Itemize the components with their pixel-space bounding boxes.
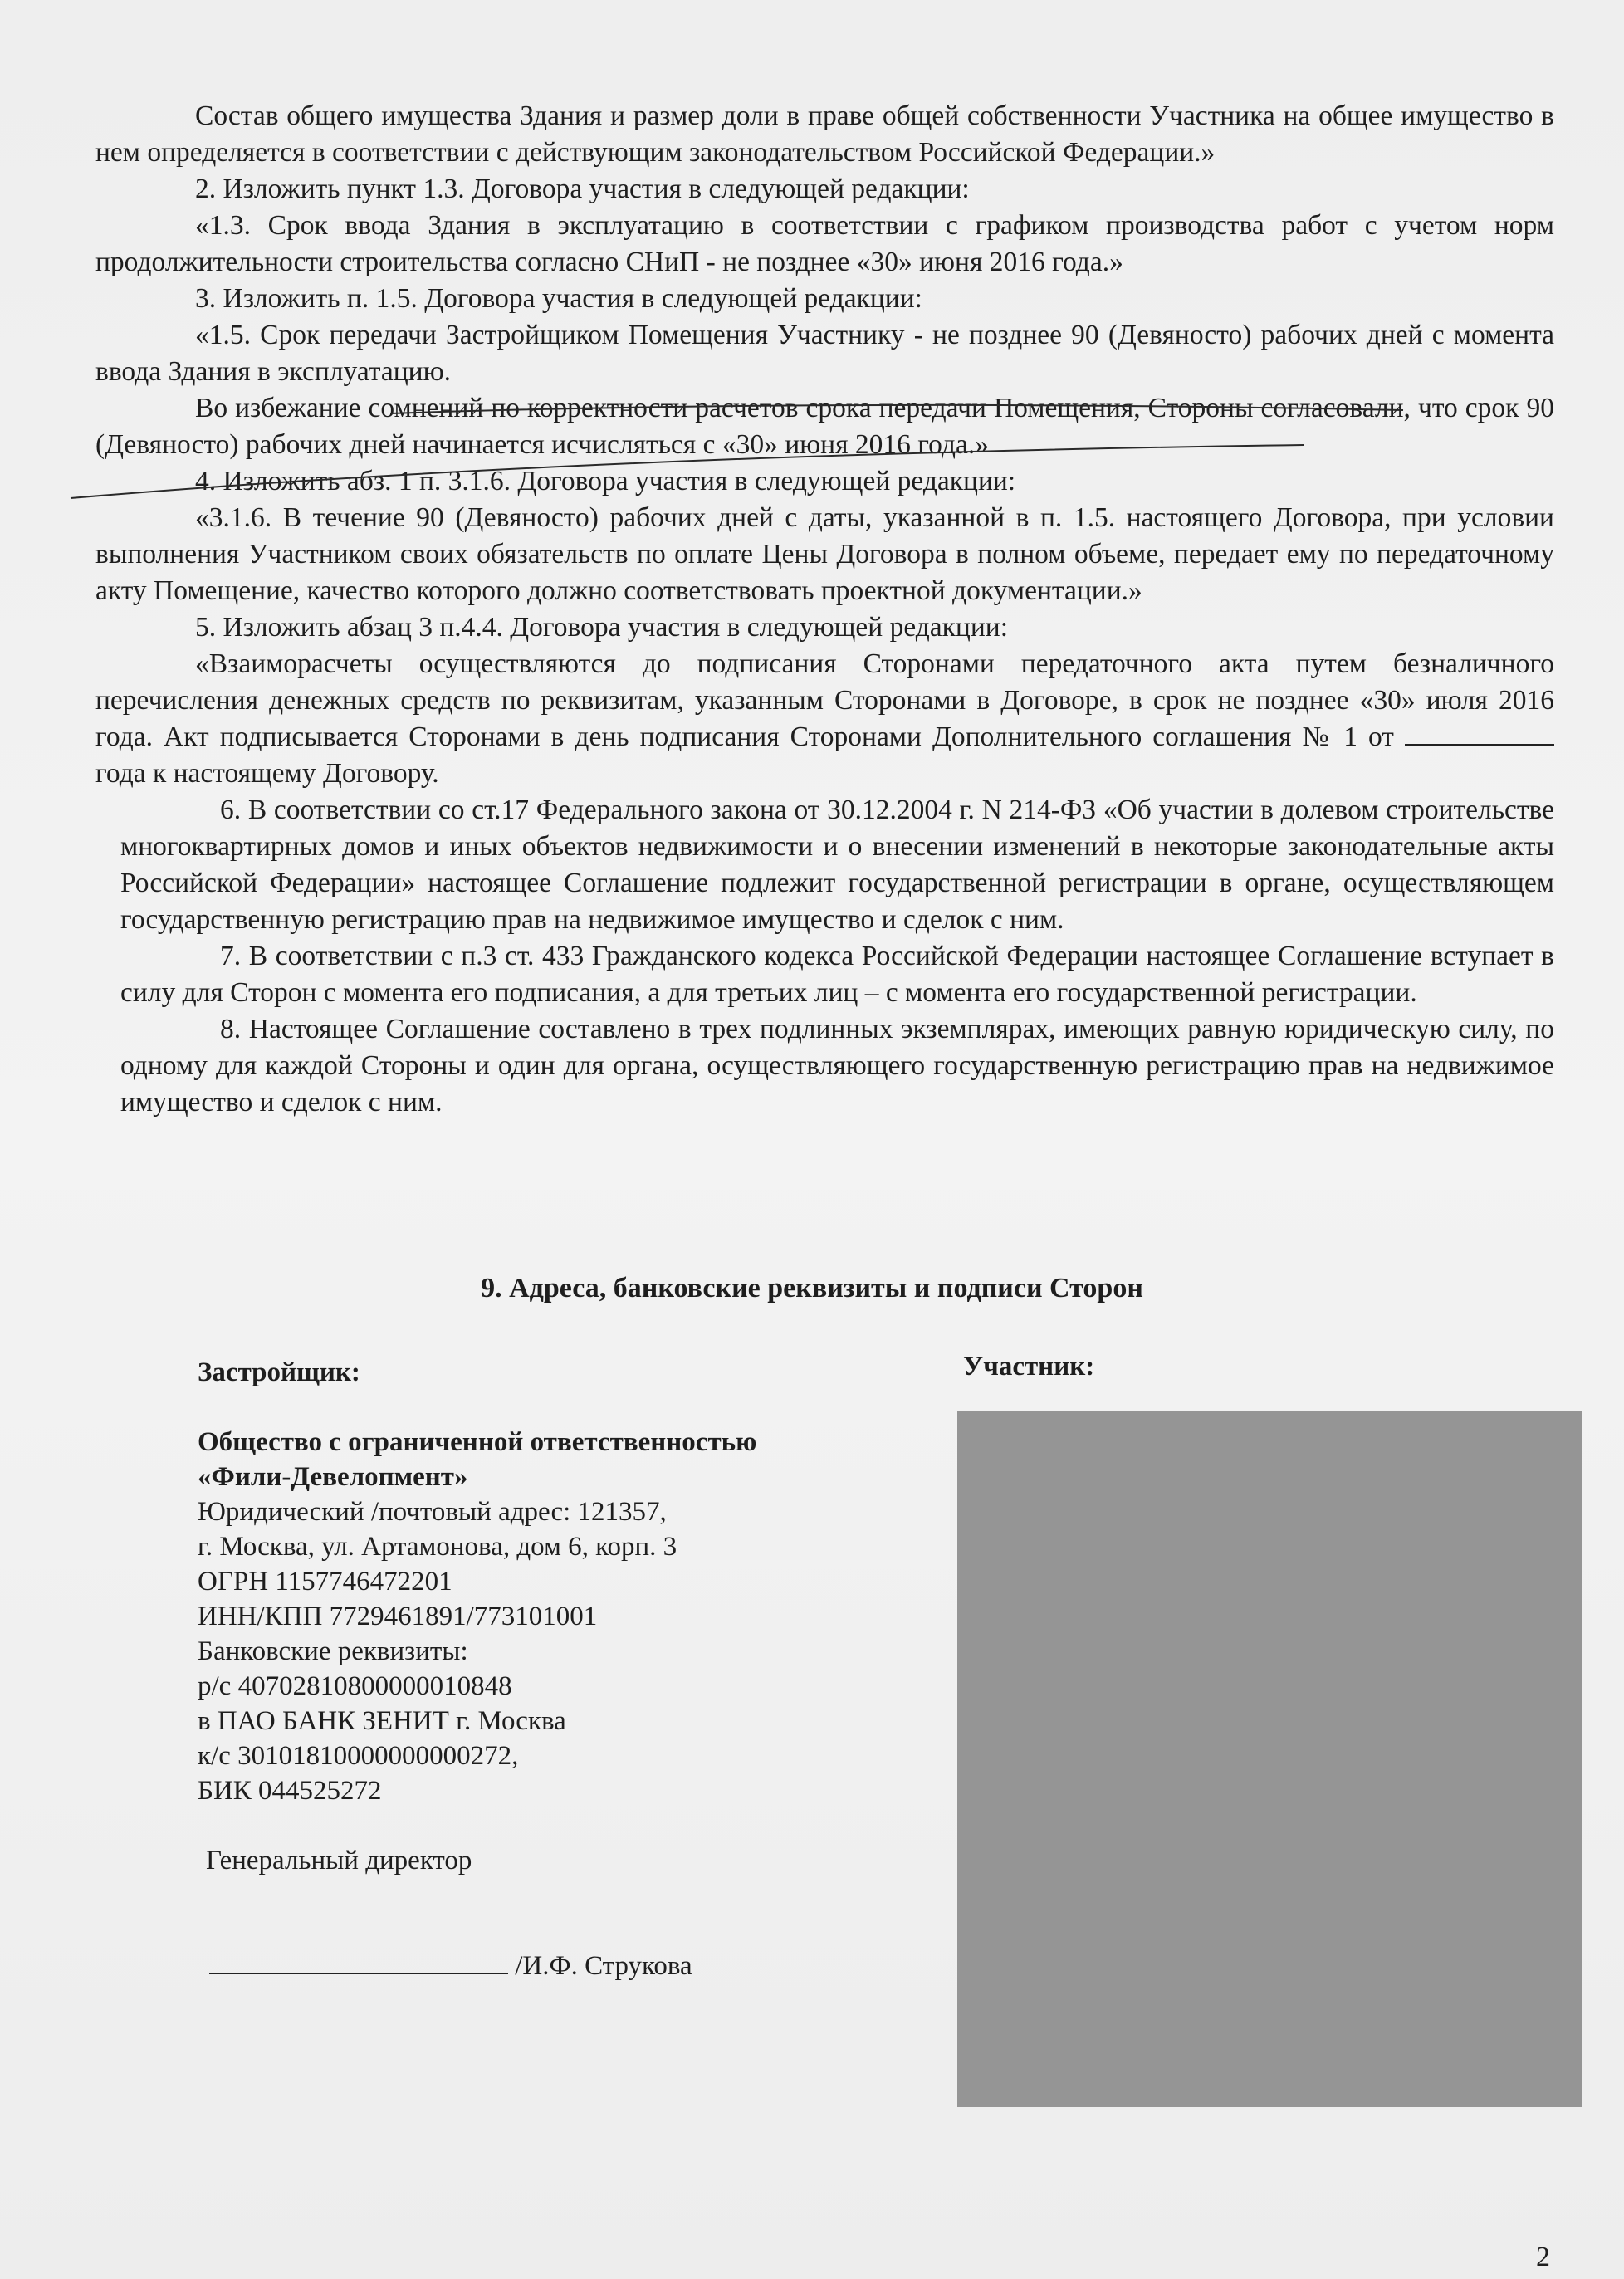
paragraph-clause-1-3: «1.3. Срок ввода Здания в эксплуатацию в соответствии с графиком производства работ с учетом норм продолжительности строительства согласно СНиП - не позднее «30» июня 2016 года.» — [95, 210, 1554, 277]
developer-org-line2: «Фили-Девелопмент» — [198, 1462, 468, 1492]
paragraph-item-8: 8. Настоящее Соглашение составлено в трех подлинных экземплярах, имеющих равную юридическую силу, по одному для каждой Стороны и один для органа, осуществляющего государственную регистрацию прав на недвижимое имущество и сделок с ним. — [120, 1014, 1554, 1117]
developer-bik: БИК 044525272 — [198, 1776, 382, 1806]
redacted-participant-details — [957, 1411, 1582, 2107]
paragraph-item-5: 5. Изложить абзац 3 п.4.4. Договора участия в следующей редакции: — [195, 612, 1009, 643]
signature-line — [209, 1948, 508, 1974]
developer-bank-name: в ПАО БАНК ЗЕНИТ г. Москва — [198, 1706, 566, 1736]
paragraph-item-3: 3. Изложить п. 1.5. Договора участия в следующей редакции: — [195, 283, 922, 314]
developer-org-line1: Общество с ограниченной ответственностью — [198, 1427, 757, 1457]
settlements-tail: года к настоящему Договору. — [95, 758, 439, 789]
participant-label: Участник: — [963, 1352, 1095, 1382]
developer-ogrn: ОГРН 1157746472201 — [198, 1567, 452, 1597]
paragraph-settlements — [95, 646, 1554, 792]
paragraph-clause-1-5: «1.5. Срок передачи Застройщиком Помещения Участнику - не позднее 90 (Девяносто) рабочих дней с момента ввода Здания в эксплуатацию. — [95, 320, 1554, 387]
spacer — [198, 1913, 878, 1948]
paragraph-item-6: 6. В соответствии со ст.17 Федерального закона от 30.12.2004 г. N 214-ФЗ «Об участии в долевом строительстве многоквартирных домов и иных объектов недвижимости и о внесении изменений в некоторые законодательные акты Российской Федерации» настоящее Соглашение подлежит государственной регистрации в органе, осуществляющем государственную регистрацию прав на недвижимое имущество и сделок с ним. — [120, 795, 1554, 935]
paragraph-clause-1-5-note: Во избежание сомнений по корректности расчетов срока передачи Помещения, Стороны согласовали, что срок 90 (Девяносто) рабочих дней начинается исчисляться с «30» июня 2016 года.» — [95, 393, 1554, 460]
section-title: 9. Адреса, банковские реквизиты и подписи Сторон — [481, 1273, 1143, 1303]
paragraph-item-7: 7. В соответствии с п.3 ст. 433 Гражданского кодекса Российской Федерации настоящее Соглашение вступает в силу для Сторон с момента его подписания, а для третьих лиц – с момента его государственной регистрации. — [120, 941, 1554, 1008]
settlements-text: «Взаиморасчеты осуществляются до подписания Сторонами передаточного акта путем безналичного перечисления денежных средств по реквизитам, указанным Сторонами в Договоре, в срок не позднее «30» июля 2016 года. Акт подписывается Сторонами в день подписания Сторонами Дополнительного соглашения № 1 от — [95, 648, 1554, 752]
spacer — [198, 1808, 878, 1843]
developer-label: Застройщик: — [198, 1357, 360, 1387]
paragraph-clause-3-1-6: «3.1.6. В течение 90 (Девяносто) рабочих дней с даты, указанной в п. 1.5. настоящего Договора, при условии выполнения Участником своих обязательств по оплате Цены Договора в полном объеме, передает ему по передаточному акту Помещение, качество которого должно соответствовать проектной документации.» — [95, 502, 1554, 606]
paragraph-item-2: 2. Изложить пункт 1.3. Договора участия в следующей редакции: — [195, 174, 970, 204]
agreement-body — [95, 98, 1554, 1121]
signature-row — [209, 1948, 878, 1983]
page-number: 2 — [1536, 2242, 1550, 2272]
developer-account: р/с 40702810800000010848 — [198, 1671, 512, 1701]
signatory-name: /И.Ф. Струкова — [515, 1951, 692, 1981]
developer-bank-label: Банковские реквизиты: — [198, 1636, 468, 1666]
developer-address: Юридический /почтовый адрес: 121357, — [198, 1497, 667, 1527]
developer-block — [198, 1355, 878, 1983]
paragraph-item-4: 4. Изложить абз. 1 п. 3.1.6. Договора участия в следующей редакции: — [195, 466, 1016, 496]
developer-corr-account: к/с 30101810000000000272, — [198, 1741, 519, 1771]
spacer — [198, 1878, 878, 1913]
developer-inn-kpp: ИНН/КПП 7729461891/773101001 — [198, 1602, 598, 1631]
developer-position: Генеральный директор — [206, 1846, 472, 1876]
developer-address-city: г. Москва, ул. Артамонова, дом 6, корп. 3 — [198, 1532, 677, 1562]
date-blank — [1405, 724, 1554, 746]
paragraph-property-share: Состав общего имущества Здания и размер доли в праве общей собственности Участника на общее имущество в нем определяется в соответствии с действующим законодательством Российской Федерации.» — [95, 100, 1554, 168]
